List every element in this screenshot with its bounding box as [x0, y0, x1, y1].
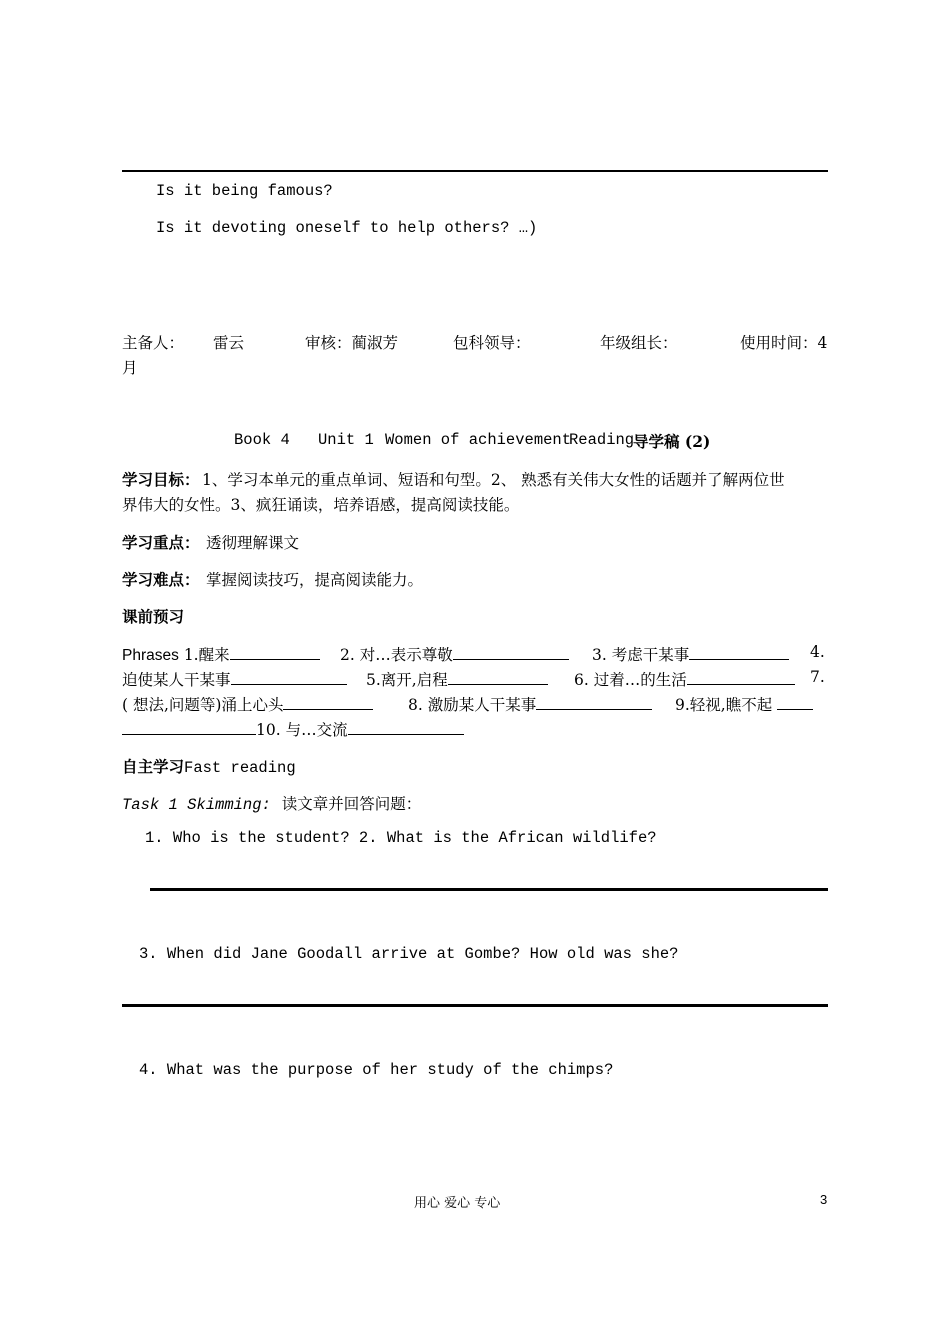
difficulty-text: 掌握阅读技巧，提高阅读能力。 [206, 571, 424, 589]
self-study-heading [122, 755, 296, 777]
self-study-sub: Fast reading [184, 759, 296, 777]
phrase-7-num: 7. [810, 668, 825, 686]
phrase-10-wrap [122, 718, 464, 740]
page-number: 3 [820, 1192, 828, 1207]
phrases-row-1 [122, 643, 320, 665]
phrase-9-wrap [675, 693, 813, 715]
goals-line-2: 界伟大的女性。3、疯狂诵读，培养语感，提高阅读技能。 [122, 496, 520, 514]
title-topic: Women of achievement [385, 431, 572, 449]
phrase-3-blank[interactable] [689, 645, 789, 660]
question-3: 3. When did Jane Goodall arrive at Gombe? How old was she? [139, 945, 679, 963]
goals-line-1: 1、学习本单元的重点单词、短语和句型。2、 熟悉有关伟大女性的话题并了解两位世 [202, 471, 785, 489]
phrase-9-blank-b[interactable] [122, 720, 256, 735]
phrase-8-wrap [408, 693, 652, 715]
task1-instruction: 读文章并回答问题： [281, 795, 422, 813]
staff-time-cont: 月 [122, 359, 138, 377]
phrase-4-blank[interactable] [231, 670, 347, 685]
question-4: 4. What was the purpose of her study of the chimps? [139, 1061, 614, 1079]
header-rule [122, 170, 828, 172]
staff-preparer: 雷云 [213, 334, 245, 352]
staff-preparer-label: 主备人： [122, 334, 185, 352]
title-suffix: 导学稿 (2) [633, 432, 711, 451]
phrase-7-wrap [122, 693, 373, 715]
staff-leader: 包科领导： [453, 334, 531, 352]
self-study-label: 自主学习 [122, 757, 185, 776]
phrase-9-blank-a[interactable] [777, 695, 813, 710]
phrase-5-wrap [366, 668, 548, 690]
phrase-7-blank[interactable] [283, 695, 373, 710]
difficulty-label: 学习难点： [122, 570, 200, 589]
phrase-9: 9.轻视,瞧不起 [675, 696, 773, 714]
phrase-1: 1.醒来 [183, 646, 230, 664]
phrase-8: 8. 激励某人干某事 [408, 696, 537, 714]
phrase-4: 迫使某人干某事 [122, 671, 231, 689]
task1-line [122, 792, 421, 814]
phrase-4-wrap [122, 668, 347, 690]
phrase-5: 5.离开,启程 [366, 671, 448, 689]
intro-line-1: Is it being famous? [156, 182, 333, 200]
staff-time: 使用时间：4 [740, 334, 828, 352]
intro-line-2: Is it devoting oneself to help others? …) [156, 219, 538, 237]
answer-line-2[interactable] [122, 1004, 828, 1007]
staff-reviewer: 审核：蔺淑芳 [305, 334, 399, 352]
question-1-2: 1. Who is the student? 2. What is the African wildlife? [145, 829, 657, 847]
phrase-1-blank[interactable] [230, 645, 320, 660]
title-book: Book 4 [234, 431, 290, 449]
focus-label: 学习重点： [122, 533, 200, 552]
phrase-3: 3. 考虑干某事 [592, 646, 690, 664]
phrase-6-blank[interactable] [687, 670, 795, 685]
phrase-6: 6. 过着…的生活 [574, 671, 687, 689]
phrase-7: ( 想法,问题等)涌上心头 [122, 696, 284, 714]
task1-label: Task 1 Skimming: [122, 796, 271, 814]
preview-heading: 课前预习 [122, 607, 185, 626]
phrase-5-blank[interactable] [448, 670, 548, 685]
phrase-2-wrap [340, 643, 569, 665]
goals-label: 学习目标： [122, 470, 200, 489]
phrase-6-wrap [574, 668, 795, 690]
phrase-3-wrap [592, 643, 789, 665]
phrases-label: Phrases [122, 647, 179, 664]
answer-line-1[interactable] [150, 888, 828, 891]
staff-grade-head: 年级组长： [600, 334, 678, 352]
phrase-2-blank[interactable] [453, 645, 569, 660]
phrase-4-num: 4. [810, 643, 825, 661]
footer-motto: 用心 爱心 专心 [414, 1196, 501, 1211]
phrase-10-blank[interactable] [348, 720, 464, 735]
focus-text: 透彻理解课文 [206, 534, 300, 552]
phrase-2: 2. 对…表示尊敬 [340, 646, 453, 664]
phrase-10: 10. 与…交流 [256, 721, 348, 739]
title-reading: Reading [569, 431, 635, 449]
title-unit: Unit 1 [318, 431, 374, 449]
phrase-8-blank[interactable] [536, 695, 652, 710]
